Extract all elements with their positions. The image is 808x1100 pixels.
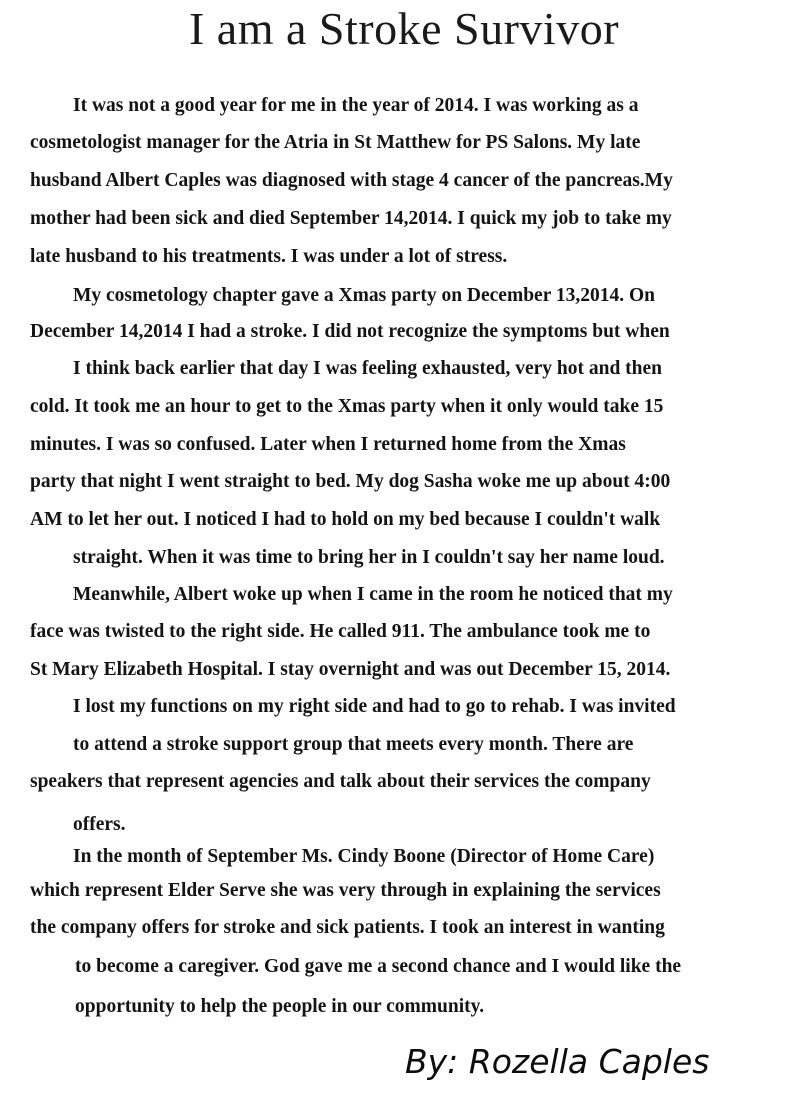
text-line: My cosmetology chapter gave a Xmas party on December 13,2014. On [73, 285, 656, 306]
author-byline: By: Rozella Caples [405, 1042, 710, 1081]
text-line: which represent Elder Serve she was very through in explaining the services [30, 880, 661, 901]
text-line: to become a caregiver. God gave me a second chance and I would like the [75, 956, 682, 977]
text-line: St Mary Elizabeth Hospital. I stay overnight and was out December 15, 2014. [30, 659, 671, 680]
text-line: In the month of September Ms. Cindy Boone (Director of Home Care) [73, 846, 655, 867]
text-line: to attend a stroke support group that meets every month. There are [73, 734, 634, 755]
text-line: speakers that represent agencies and talk about their services the company [30, 771, 651, 792]
text-line: the company offers for stroke and sick patients. I took an interest in wanting [30, 917, 665, 938]
text-line: mother had been sick and died September 14,2014. I quick my job to take my [30, 208, 672, 229]
text-line: party that night I went straight to bed. My dog Sasha woke me up about 4:00 [30, 471, 671, 492]
text-line: cosmetologist manager for the Atria in St Matthew for PS Salons. My late [30, 132, 641, 153]
text-line: cold. It took me an hour to get to the Xmas party when it only would take 15 [30, 396, 664, 417]
text-line: husband Albert Caples was diagnosed with stage 4 cancer of the pancreas.My [30, 170, 673, 191]
text-line: face was twisted to the right side. He called 911. The ambulance took me to [30, 621, 651, 642]
text-line: opportunity to help the people in our community. [75, 996, 485, 1017]
text-line: minutes. I was so confused. Later when I returned home from the Xmas [30, 434, 626, 455]
text-line: I lost my functions on my right side and had to go to rehab. I was invited [73, 696, 676, 717]
text-line: Meanwhile, Albert woke up when I came in the room he noticed that my [73, 584, 673, 605]
text-line: December 14,2014 I had a stroke. I did not recognize the symptoms but when [30, 321, 670, 342]
text-line: offers. [73, 814, 126, 835]
text-line: I think back earlier that day I was feeling exhausted, very hot and then [73, 358, 663, 379]
text-line: straight. When it was time to bring her in I couldn't say her name loud. [73, 547, 665, 568]
text-line: AM to let her out. I noticed I had to hold on my bed because I couldn't walk [30, 509, 661, 530]
text-line: late husband to his treatments. I was under a lot of stress. [30, 246, 508, 267]
page-title: I am a Stroke Survivor [188, 3, 620, 54]
text-line: It was not a good year for me in the year of 2014. I was working as a [73, 95, 639, 116]
